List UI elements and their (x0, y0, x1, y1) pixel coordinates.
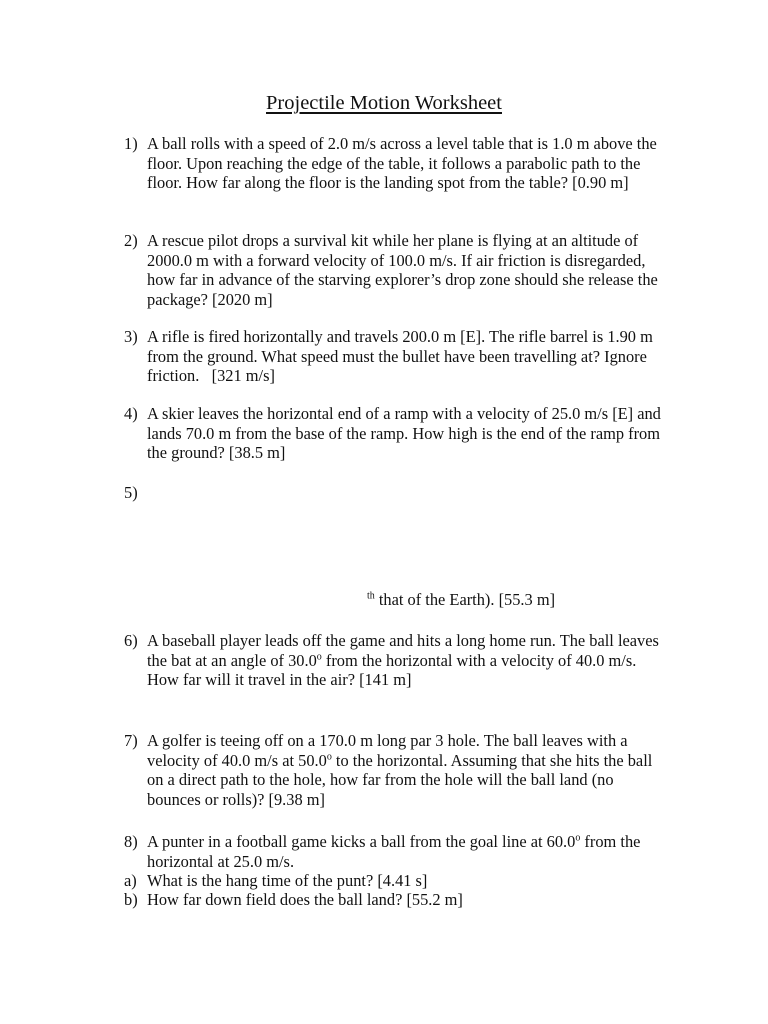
part-label: a) (124, 871, 137, 890)
problem-number: 6) (124, 631, 138, 650)
problem-text: A ball rolls with a speed of 2.0 m/s across a level table that is 1.0 m above the floor. Upon reaching the edge of the table, it follows a parabolic path to the floor. How far along the floor is the landing spot from the table? [0.90 m] (147, 134, 657, 193)
problem-8 (124, 832, 664, 871)
problem-number: 4) (124, 404, 138, 423)
ordinal-suffix: th (367, 590, 375, 602)
problem-number: 5) (124, 483, 138, 502)
problem-8-part-a (124, 871, 664, 891)
problem-text-part: A baseball player leads off the game and hits a long home run. The ball leaves the bat at an angle of 30.0 (147, 631, 659, 670)
degree-sign: o (326, 751, 332, 763)
fragment-text: that of the Earth). [55.3 m] (374, 590, 556, 609)
worksheet-title: Projectile Motion Worksheet (266, 92, 502, 114)
problem-4 (124, 404, 664, 463)
problem-text (147, 832, 664, 871)
problem-text-part: from the horizontal at 25.0 m/s. (147, 832, 641, 871)
problem-text (147, 631, 664, 690)
problem-1 (124, 134, 664, 193)
part-text: What is the hang time of the punt? [4.41 s] (147, 871, 428, 890)
problem-number: 7) (124, 731, 138, 750)
problem-6 (124, 631, 664, 690)
problem-number: 2) (124, 231, 138, 250)
problem-7 (124, 731, 664, 809)
problem-text (147, 731, 664, 809)
problem-number: 8) (124, 832, 138, 851)
part-text: How far down field does the ball land? [55.2 m] (147, 890, 463, 909)
problem-text-part: from the horizontal with a velocity of 40.0 m/s. How far will it travel in the air? [141 m] (147, 650, 637, 690)
problem-text-part: A punter in a football game kicks a ball from the goal line at 60.0 (147, 832, 576, 851)
problem-text-part: to the horizontal. Assuming that she hits the ball on a direct path to the hole, how far from the hole will the ball land (no bounces or rolls)? [9.38 m] (147, 750, 653, 809)
problem-text-part: A golfer is teeing off on a 170.0 m long par 3 hole. The ball leaves with a velocity of 40.0 m/s at 50.0 (147, 731, 628, 770)
degree-sign: o (316, 651, 322, 663)
problem-3 (124, 327, 664, 386)
problem-text: A rifle is fired horizontally and travels 200.0 m [E]. The rifle barrel is 1.90 m from the ground. What speed must the bullet have been travelling at? Ignore friction. [321 m/s] (147, 327, 657, 386)
problem-5-fragment (367, 590, 555, 610)
problem-8-part-b (124, 890, 664, 910)
problem-2 (124, 231, 664, 309)
problem-text: A skier leaves the horizontal end of a ramp with a velocity of 25.0 m/s [E] and lands 70.0 m from the base of the ramp. How high is the end of the ramp from the ground? [38.5 m] (147, 404, 661, 463)
part-label: b) (124, 890, 138, 909)
problem-number: 3) (124, 327, 138, 346)
problem-text: A rescue pilot drops a survival kit while her plane is flying at an altitude of 2000.0 m with a forward velocity of 100.0 m/s. If air friction is disregarded, how far in advance of the starving explorer’s drop zone should she release the package? [2020 m] (147, 231, 658, 309)
problem-number: 1) (124, 134, 138, 153)
degree-sign: o (575, 832, 581, 844)
